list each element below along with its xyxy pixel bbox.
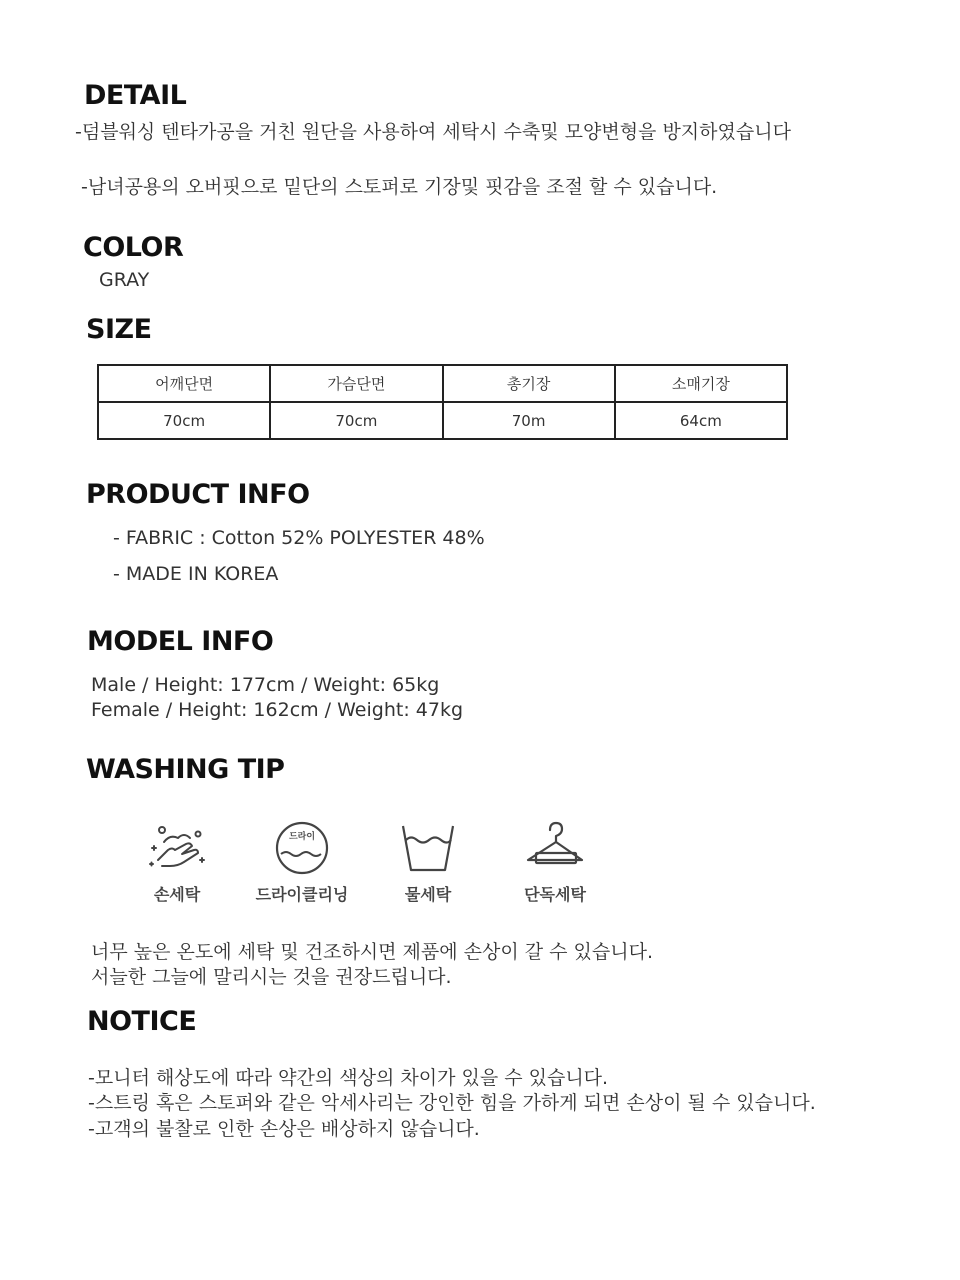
dry-clean-label: 드라이클리닝 bbox=[255, 885, 349, 904]
size-value-sleeve: 64cm bbox=[615, 402, 787, 439]
size-table bbox=[97, 364, 788, 440]
detail-heading: DETAIL bbox=[84, 80, 187, 111]
dry-clean-icon bbox=[267, 818, 337, 878]
size-heading: SIZE bbox=[86, 314, 152, 345]
product-info-fabric: - FABRIC : Cotton 52% POLYESTER 48% bbox=[113, 527, 485, 549]
size-header-shoulder: 어깨단면 bbox=[98, 365, 270, 402]
washing-note-1: 너무 높은 온도에 세탁 및 건조하시면 제품에 손상이 갈 수 있습니다. bbox=[91, 941, 653, 963]
hanger-icon bbox=[520, 818, 590, 878]
model-info-heading: MODEL INFO bbox=[87, 626, 274, 657]
size-table-value-row bbox=[98, 402, 787, 439]
size-value-chest: 70cm bbox=[270, 402, 442, 439]
size-header-length: 총기장 bbox=[443, 365, 615, 402]
model-info-female: Female / Height: 162cm / Weight: 47kg bbox=[91, 699, 464, 721]
size-table-header-row bbox=[98, 365, 787, 402]
notice-heading: NOTICE bbox=[87, 1006, 197, 1037]
notice-line-3: -고객의 불찰로 인한 손상은 배상하지 않습니다. bbox=[88, 1118, 480, 1140]
hanger-label: 단독세탁 bbox=[524, 885, 586, 904]
size-header-chest: 가슴단면 bbox=[270, 365, 442, 402]
water-wash-icon bbox=[393, 820, 463, 880]
water-wash-label: 물세탁 bbox=[404, 885, 452, 904]
product-info-heading: PRODUCT INFO bbox=[86, 479, 310, 510]
color-heading: COLOR bbox=[83, 232, 184, 263]
dry-clean-badge: 드라이 bbox=[288, 832, 316, 842]
notice-line-2: -스트링 혹은 스토퍼와 같은 악세사리는 강인한 힘을 가하게 되면 손상이 될 수 있습니다. bbox=[88, 1092, 816, 1114]
washing-tip-heading: WASHING TIP bbox=[86, 754, 285, 785]
washing-note-2: 서늘한 그늘에 말리시는 것을 권장드립니다. bbox=[91, 966, 452, 988]
detail-line-2: -남녀공용의 오버핏으로 밑단의 스토퍼로 기장및 핏감을 조절 할 수 있습니다. bbox=[81, 176, 718, 198]
detail-line-1: -덤블워싱 텐타가공을 거친 원단을 사용하여 세탁시 수축및 모양변형을 방지하였습니다 bbox=[75, 121, 791, 143]
notice-line-1: -모니터 해상도에 따라 약간의 색상의 차이가 있을 수 있습니다. bbox=[88, 1067, 609, 1089]
model-info-male: Male / Height: 177cm / Weight: 65kg bbox=[91, 674, 440, 696]
hand-wash-icon bbox=[142, 820, 212, 880]
color-value: GRAY bbox=[99, 269, 150, 291]
hand-wash-label: 손세탁 bbox=[153, 885, 201, 904]
size-value-shoulder: 70cm bbox=[98, 402, 270, 439]
size-header-sleeve: 소매기장 bbox=[615, 365, 787, 402]
size-value-length: 70m bbox=[443, 402, 615, 439]
product-info-origin: - MADE IN KOREA bbox=[113, 563, 279, 585]
